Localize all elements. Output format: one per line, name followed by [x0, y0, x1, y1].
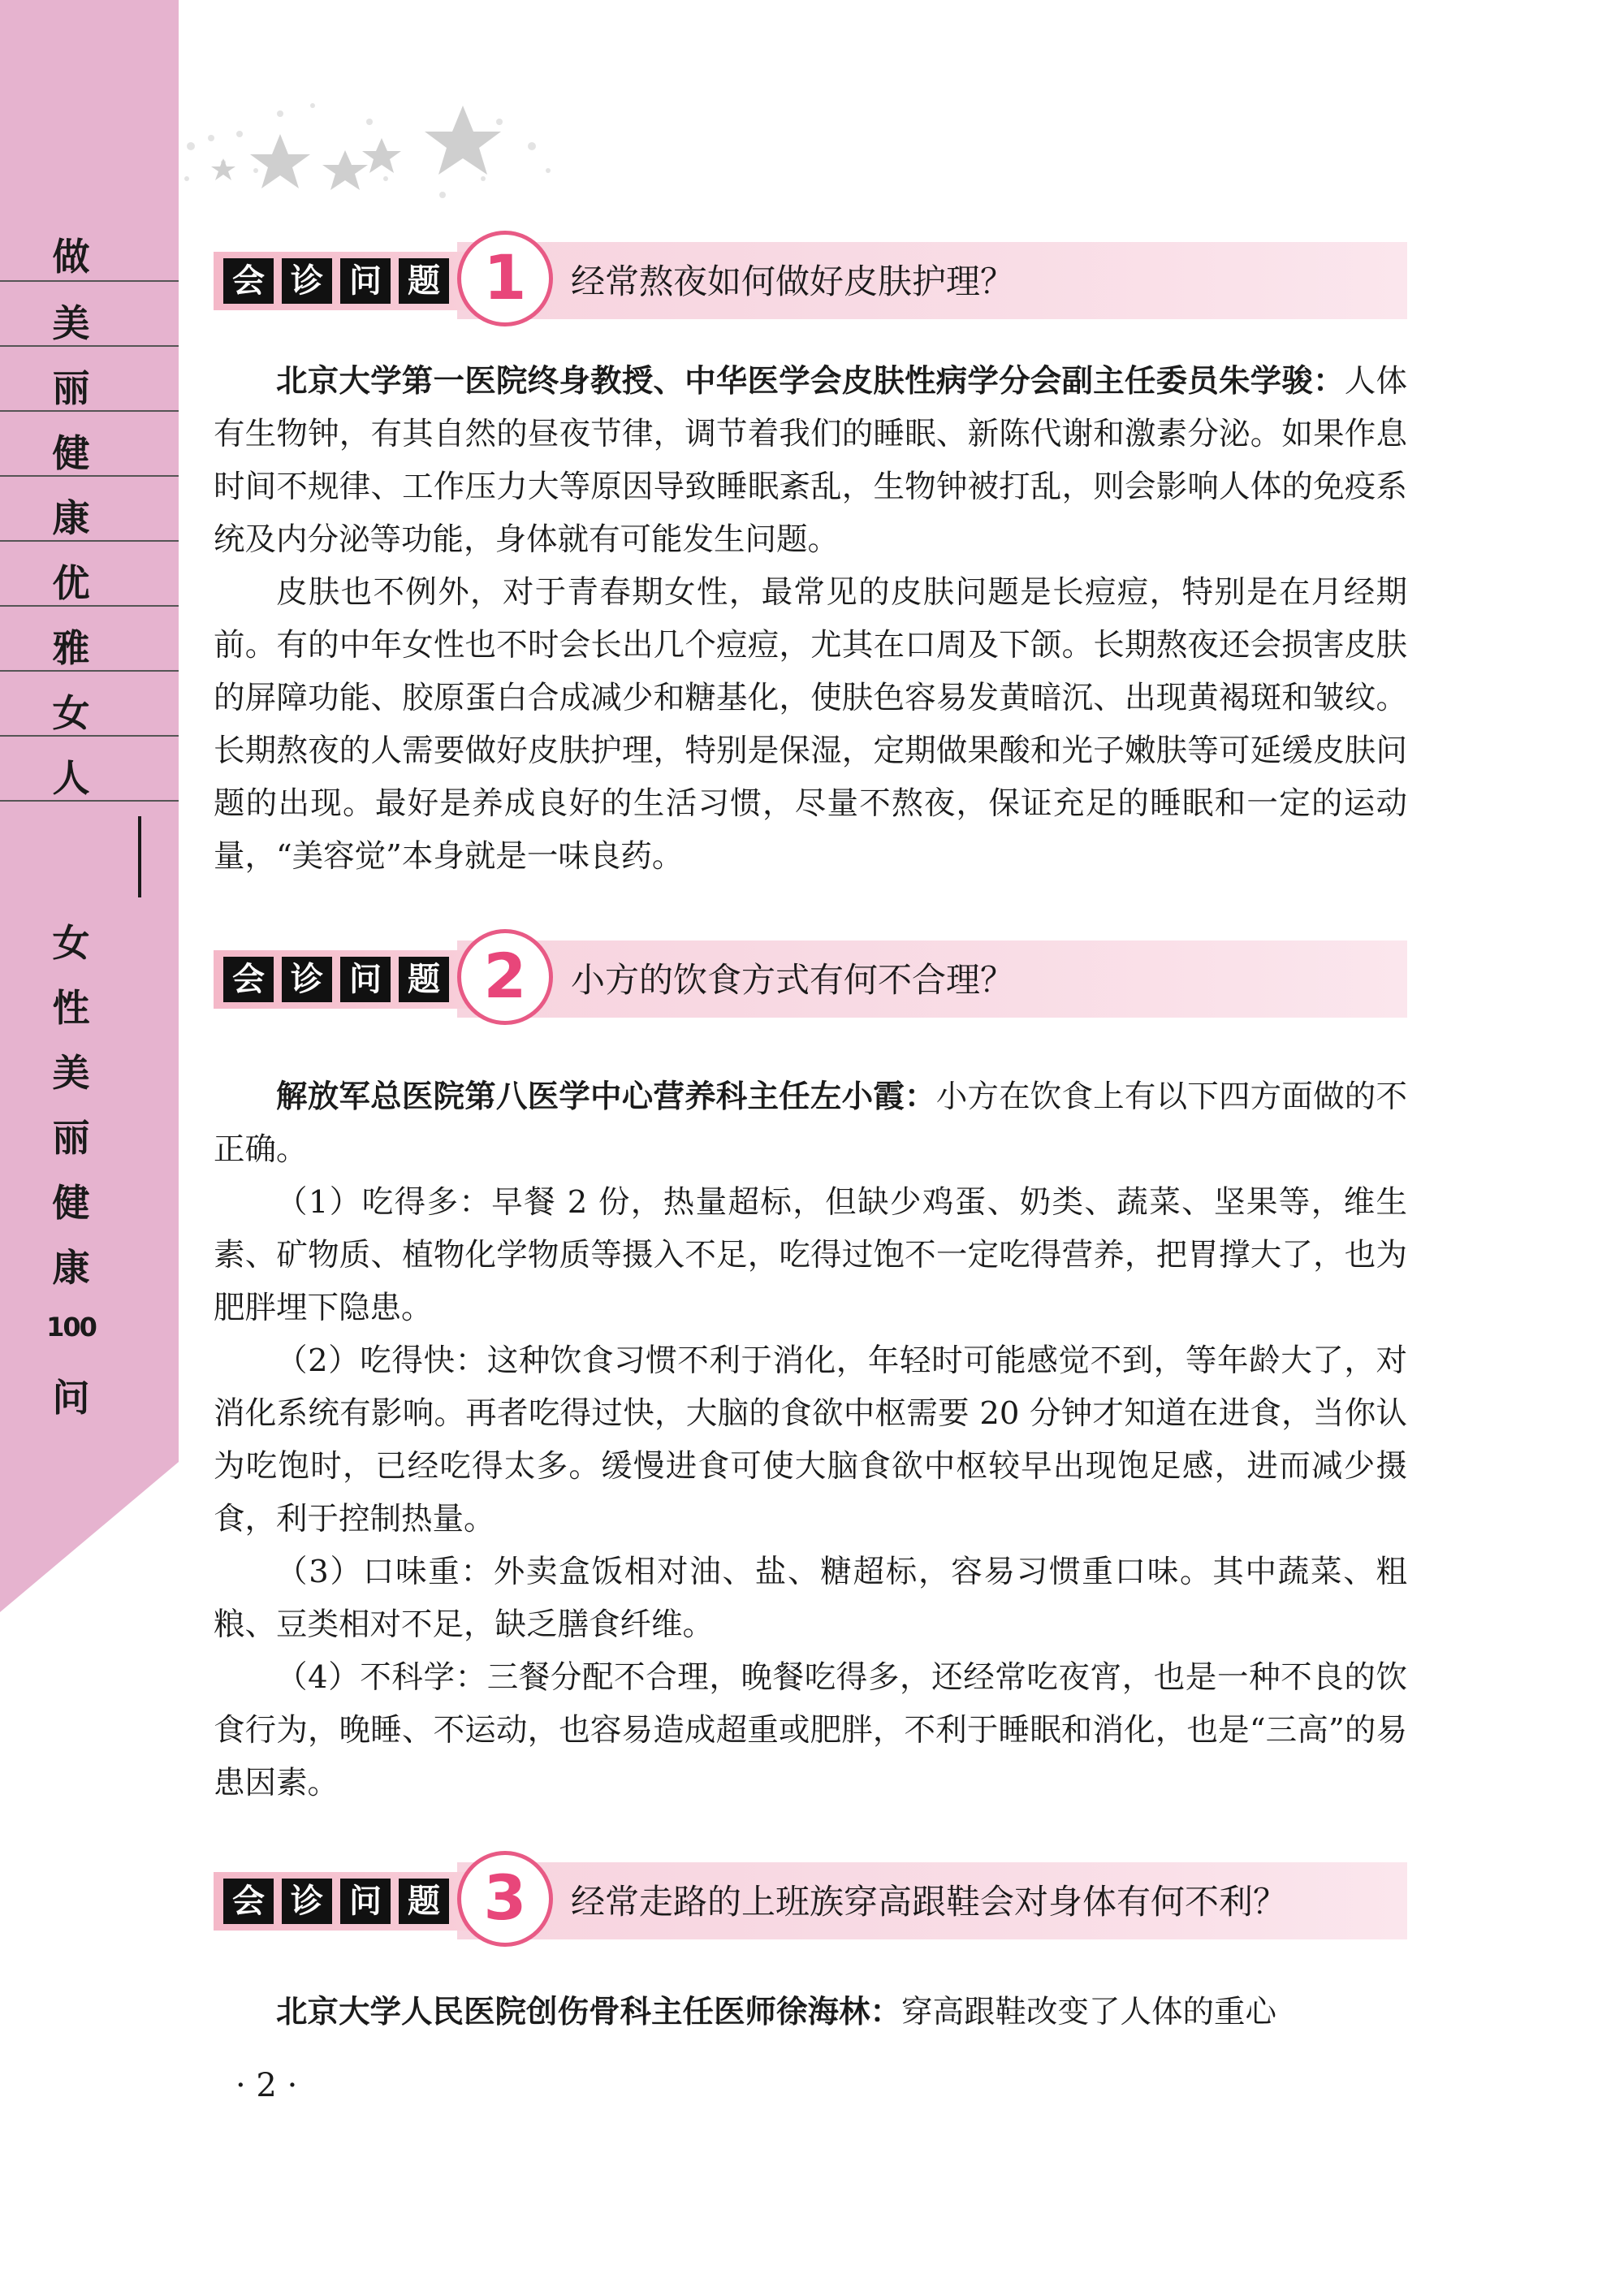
tag-char: 题 — [399, 258, 449, 304]
tag-char: 诊 — [282, 258, 332, 304]
subtitle-char: 100 — [46, 1312, 96, 1343]
title-char: 丽 — [52, 366, 90, 410]
paragraph — [214, 1651, 1407, 1810]
tag-char: 问 — [340, 957, 391, 1002]
paragraph-text: 小方在饮食上有以下四方面做的不正确。 — [214, 1079, 1407, 1168]
tag-char: 问 — [340, 1879, 391, 1924]
title-char: 女 — [52, 691, 90, 735]
paragraph — [214, 355, 1407, 566]
question-header-2 — [214, 940, 1407, 1022]
subtitle-char: 美 — [52, 1051, 90, 1095]
page-number: · 2 · — [235, 2067, 298, 2104]
title-char: 健 — [52, 431, 90, 475]
question-title: 经常熬夜如何做好皮肤护理？ — [571, 262, 1015, 301]
tag-char: 会 — [223, 258, 274, 304]
title-char: 雅 — [52, 626, 90, 670]
paragraph — [214, 1070, 1407, 1176]
expert-attribution: 北京大学第一医院终身教授、中华医学会皮肤性病学分会副主任委员朱学骏： — [276, 363, 1345, 400]
paragraph-text: （2）吃得快：这种饮食习惯不利于消化，年轻时可能感觉不到，等年龄大了，对消化系统有影响。再者吃得过快，大脑的食欲中枢需要 20 分钟才知道在进食，当你认为吃饱时，已经吃得太多。缓慢进食可使大脑食欲中枢较早出现饱足感，进而减少摄食，利于控制热量。 — [214, 1343, 1407, 1537]
question-title: 经常走路的上班族穿高跟鞋会对身体有何不利？ — [571, 1882, 1288, 1922]
tag-char: 问 — [340, 258, 391, 304]
subtitle-char: 健 — [52, 1181, 90, 1225]
tag-char: 题 — [399, 957, 449, 1002]
subtitle-char: 性 — [52, 986, 90, 1030]
tag-char: 诊 — [282, 1879, 332, 1924]
paragraph — [214, 1546, 1407, 1651]
question-number: 2 — [457, 929, 553, 1025]
question-number: 1 — [457, 231, 553, 326]
paragraph — [214, 1334, 1407, 1546]
expert-attribution: 北京大学人民医院创伤骨科主任医师徐海林： — [276, 1994, 902, 2030]
subtitle-char: 问 — [52, 1376, 90, 1420]
title-dash — [138, 816, 141, 897]
paragraph-text: 人体有生物钟，有其自然的昼夜节律，调节着我们的睡眠、新陈代谢和激素分泌。如果作息时间不规律、工作压力大等原因导致睡眠紊乱，生物钟被打乱，则会影响人体的免疫系统及内分泌等功能，身体就有可能发生问题。 — [214, 363, 1407, 558]
tag-char: 题 — [399, 1879, 449, 1924]
title-char: 人 — [52, 756, 90, 800]
expert-attribution: 解放军总医院第八医学中心营养科主任左小霞： — [276, 1079, 936, 1115]
question-title: 小方的饮食方式有何不合理？ — [571, 960, 1015, 1000]
question-header-3 — [214, 1862, 1407, 1944]
tag-char: 会 — [223, 1879, 274, 1924]
title-char: 美 — [52, 301, 90, 345]
subtitle-char: 丽 — [52, 1116, 90, 1160]
subtitle-char: 女 — [52, 921, 90, 965]
paragraph — [214, 1986, 1407, 2039]
tag-char: 诊 — [282, 957, 332, 1002]
paragraph-text: 穿高跟鞋改变了人体的重心 — [901, 1994, 1277, 2030]
side-band — [0, 0, 179, 2270]
title-char: 优 — [52, 561, 90, 605]
subtitle-char: 康 — [52, 1246, 90, 1290]
paragraph-text: （1）吃得多：早餐 2 份，热量超标，但缺少鸡蛋、奶类、蔬菜、坚果等，维生素、矿物质、植物化学物质等摄入不足，吃得过饱不一定吃得营养，把胃撑大了，也为肥胖埋下隐患。 — [214, 1184, 1407, 1326]
paragraph-text: （3）口味重：外卖盒饭相对油、盐、糖超标，容易习惯重口味。其中蔬菜、粗粮、豆类相对不足，缺乏膳食纤维。 — [214, 1554, 1407, 1643]
title-char: 康 — [52, 496, 90, 540]
paragraph-text: 皮肤也不例外，对于青春期女性，最常见的皮肤问题是长痘痘，特别是在月经期前。有的中年女性也不时会长出几个痘痘，尤其在口周及下颌。长期熬夜还会损害皮肤的屏障功能、胶原蛋白合成减少和糖基化，使肤色容易发黄暗沉、出现黄褐斑和皱纹。长期熬夜的人需要做好皮肤护理，特别是保湿，定期做果酸和光子嫩肤等可延缓皮肤问题的出现。最好是养成良好的生活习惯，尽量不熬夜，保证充足的睡眠和一定的运动量，“美容觉”本身就是一味良药。 — [214, 574, 1407, 875]
question-number: 3 — [457, 1851, 553, 1947]
paragraph-text: （4）不科学：三餐分配不合理，晚餐吃得多，还经常吃夜宵，也是一种不良的饮食行为，晚睡、不运动，也容易造成超重或肥胖，不利于睡眠和消化，也是“三高”的易患因素。 — [214, 1659, 1407, 1801]
question-header-1 — [214, 242, 1407, 323]
paragraph — [214, 1176, 1407, 1334]
stars-decoration-icon — [175, 89, 564, 211]
tag-char: 会 — [223, 957, 274, 1002]
paragraph — [214, 566, 1407, 883]
title-char: 做 — [52, 235, 90, 279]
